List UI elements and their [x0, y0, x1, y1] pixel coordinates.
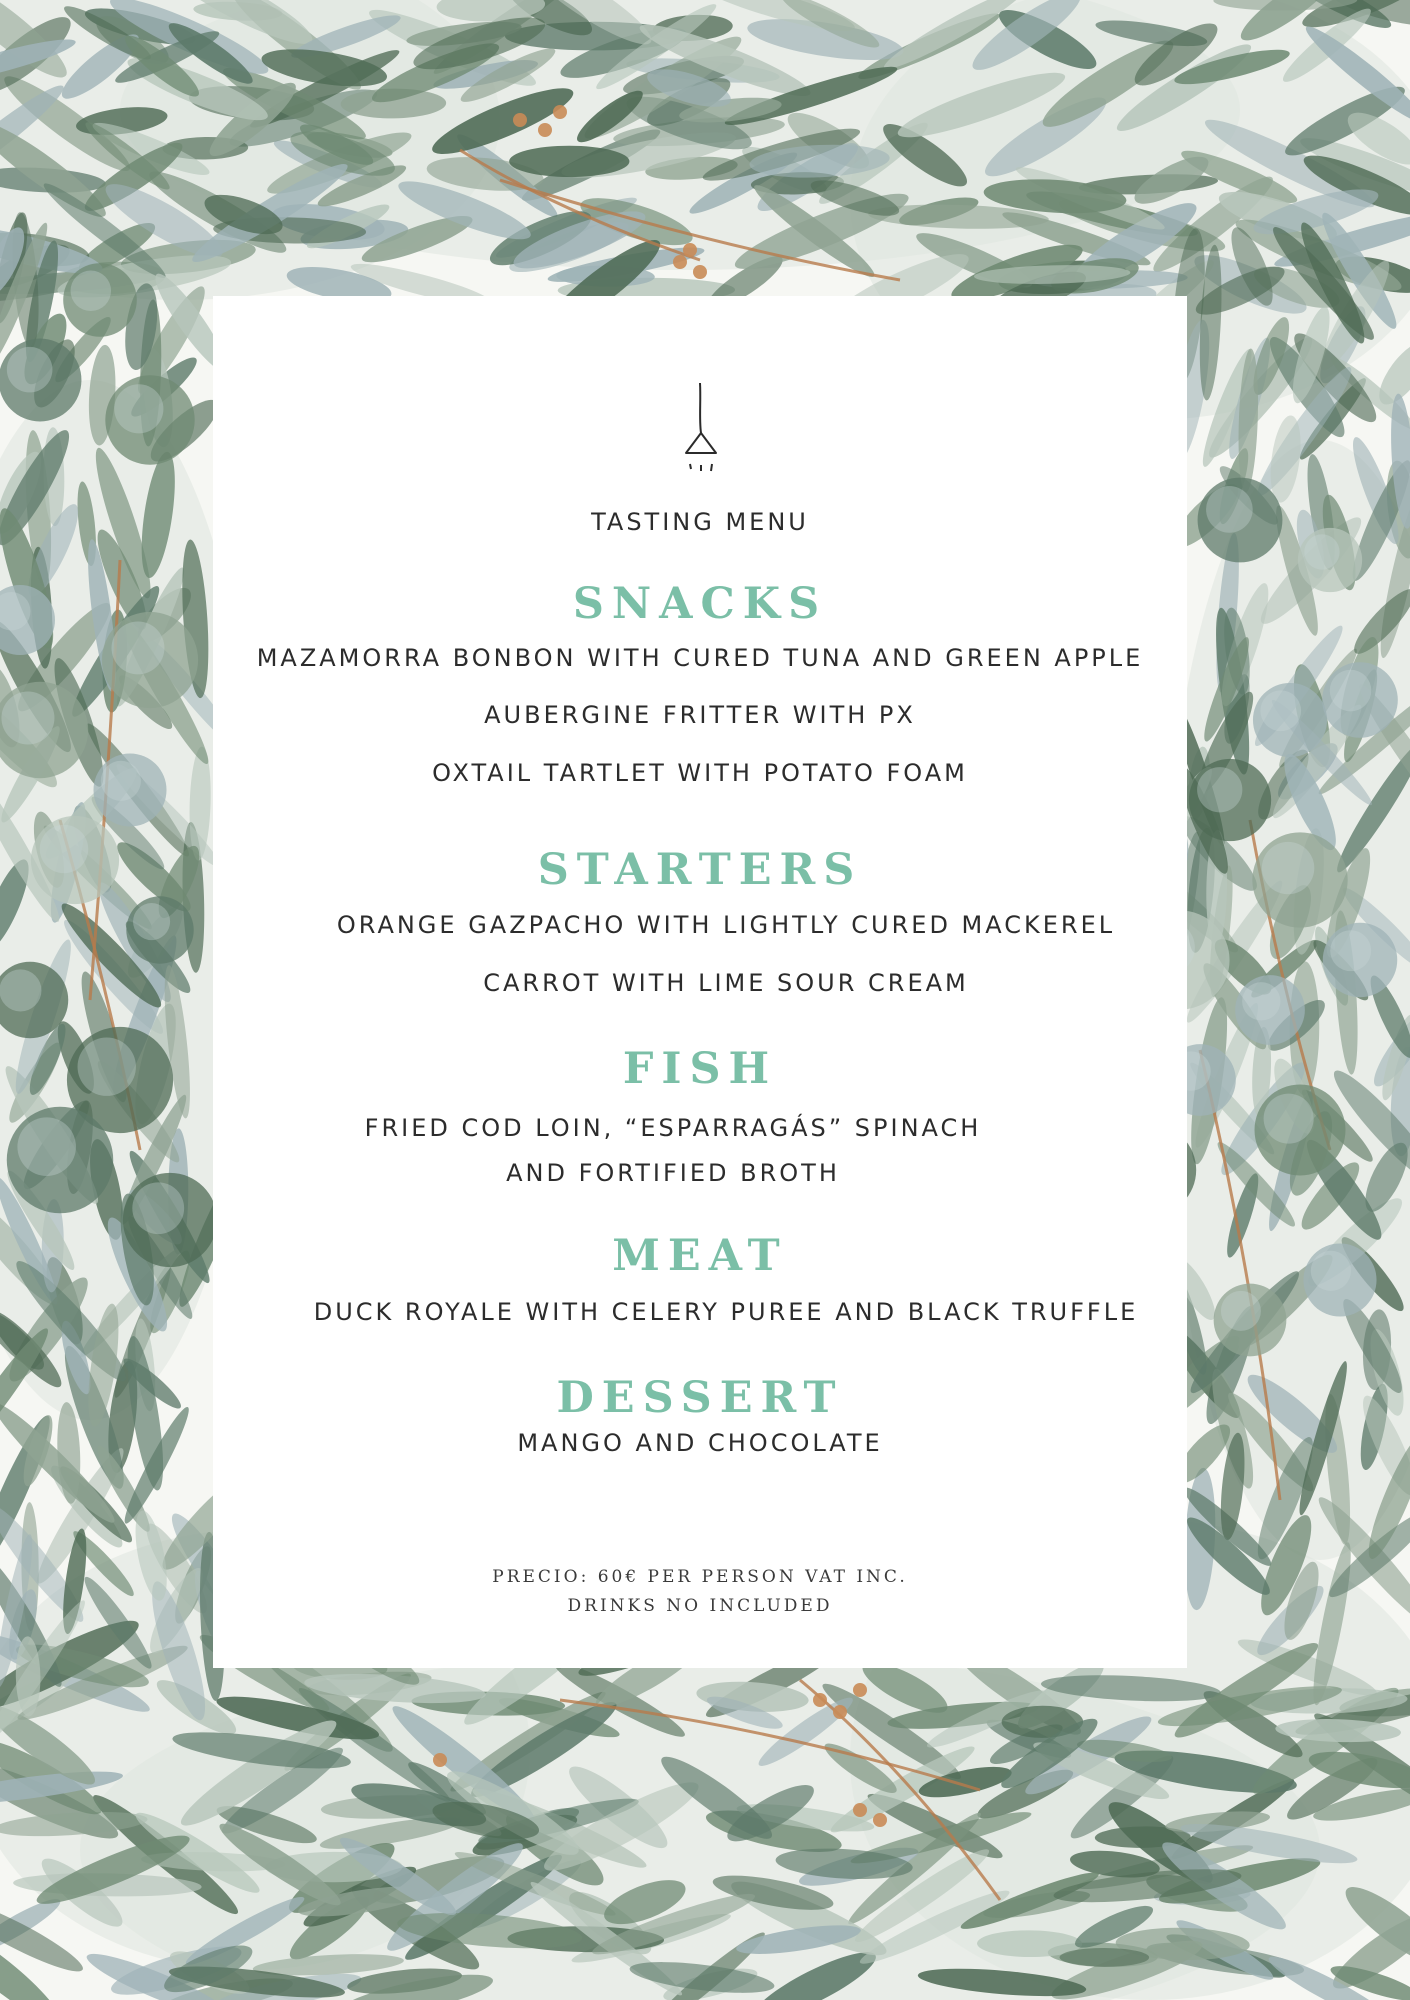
menu-item: ORANGE GAZPACHO WITH LIGHTLY CURED MACKEREL — [336, 911, 1116, 939]
menu-item: MAZAMORRA BONBON WITH CURED TUNA AND GREEN APPLE — [256, 644, 1144, 672]
drinks-note: DRINKS NO INCLUDED — [567, 1596, 833, 1616]
menu-item: MANGO AND CHOCOLATE — [517, 1429, 883, 1457]
menu-item: DUCK ROYALE WITH CELERY PUREE AND BLACK TRUFFLE — [313, 1298, 1139, 1326]
menu-card — [213, 296, 1187, 1668]
section-heading-starters: STARTERS — [537, 845, 863, 895]
section-heading-meat: MEAT — [612, 1231, 788, 1281]
menu-item: CARROT WITH LIME SOUR CREAM — [483, 969, 969, 997]
menu-item: AUBERGINE FRITTER WITH PX — [484, 701, 916, 729]
section-heading-dessert: DESSERT — [556, 1373, 844, 1423]
price-line: PRECIO: 60€ PER PERSON VAT INC. — [492, 1567, 908, 1587]
pendant-lamp-icon — [676, 381, 726, 493]
section-heading-fish: FISH — [622, 1044, 778, 1094]
menu-item: AND FORTIFIED BROTH — [506, 1159, 840, 1187]
menu-item: FRIED COD LOIN, “ESPARRAGÁS” SPINACH — [364, 1114, 982, 1142]
section-heading-snacks: SNACKS — [572, 579, 828, 629]
menu-title: TASTING MENU — [591, 508, 809, 536]
menu-item: OXTAIL TARTLET WITH POTATO FOAM — [432, 759, 968, 787]
